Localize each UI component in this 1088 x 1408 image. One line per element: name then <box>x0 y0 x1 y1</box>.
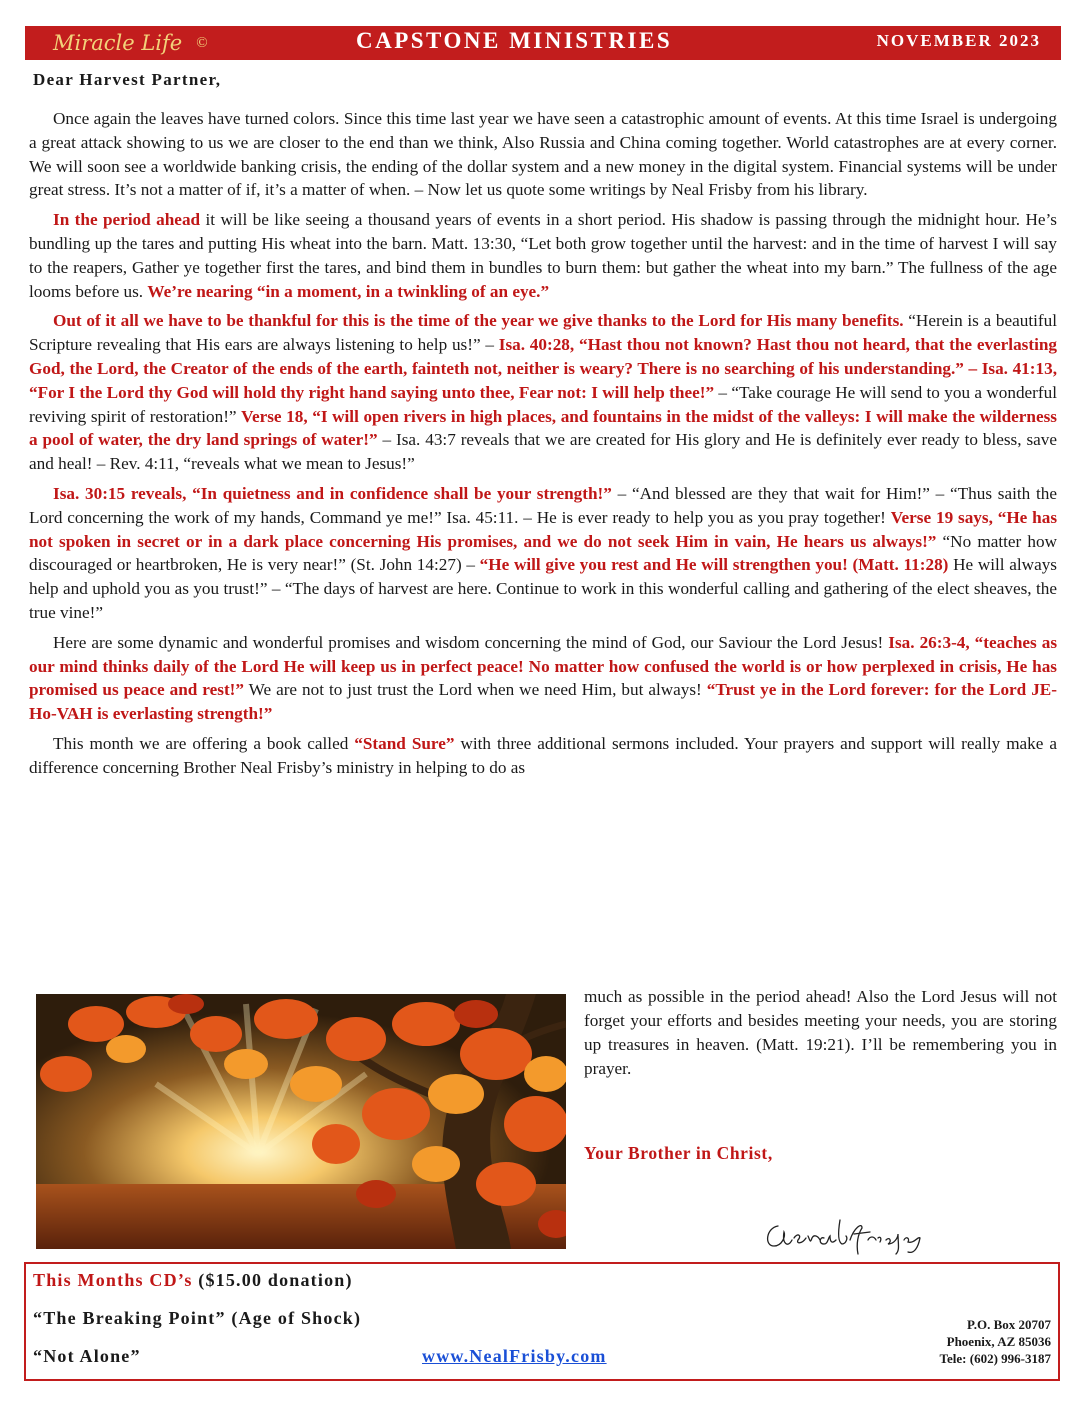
emphasis: Out of it all we have to be thankful for this is the time of the year we give thanks to the Lord for His many benefits. <box>53 311 904 331</box>
cd-label: This Months CD’s <box>33 1270 193 1290</box>
book-title: “Stand Sure” <box>354 733 455 753</box>
po-box: P.O. Box 20707 <box>966 1317 1051 1332</box>
emphasis: Isa. 26:3-4, “teaches as our mind thinks daily of the Lord He will keep us in perfect peace! No matter how confused the world is or how perplexed in crisis, He has promised us peace and rest!” <box>29 632 1058 700</box>
text: Here are some dynamic and wonderful promises and wisdom concerning the mind of God, our Saviour the Lord Jesus! <box>53 632 889 652</box>
text: We are not to just trust the Lord when we need Him, but always! <box>243 680 707 700</box>
cd-offer-box <box>24 1262 1060 1381</box>
paragraph-4 <box>29 482 1057 625</box>
emphasis: “He will give you rest and He will strengthen you! (Matt. 11:28) <box>479 555 949 575</box>
paragraph-6 <box>29 732 1057 780</box>
text: This month we are offering a book called <box>53 733 355 753</box>
emphasis: Isa. 30:15 reveals, “In quietness and in confidence shall be your strength!” <box>53 483 612 503</box>
letter-body <box>29 107 1057 786</box>
text: – Isa. 43:7 reveals that we are created for His glory and He is definitely ever ready to bless, save and heal! – Rev. 4:11, “reveals what we mean to Jesus!” <box>29 430 1057 474</box>
autumn-leaves-photo <box>36 994 566 1249</box>
emphasis: Verse 19 says, “He has not spoken in secret or in a dark place concerning His promises, and we do not seek Him in vain, He hears us always!” <box>29 507 1058 551</box>
continued-text: much as possible in the period ahead! Also the Lord Jesus will not forget your efforts and besides meeting your needs, you are storing up treasures in heaven. (Matt. 19:21). I’ll be remembering you in prayer. <box>584 987 1057 1078</box>
website-link[interactable]: www.NealFrisby.com <box>422 1346 607 1366</box>
emphasis: Verse 18, “I will open rivers in high places, and fountains in the midst of the valleys: I will make the wilderness a pool of water, the dry land springs of water!” <box>29 406 1057 450</box>
closing-line: Your Brother in Christ, <box>584 1143 773 1163</box>
text: with three additional sermons included. Your prayers and support will really make a difference concerning Brother Neal Frisby’s ministry in helping to do as <box>29 733 1057 777</box>
cd-title-1: “The Breaking Point” (Age of Shock) <box>33 1308 362 1328</box>
paragraph-2 <box>29 208 1057 303</box>
telephone: Tele: (602) 996-3187 <box>939 1351 1051 1366</box>
issue-date: NOVEMBER 2023 <box>876 31 1041 50</box>
emphasis: In the period ahead <box>53 210 201 230</box>
salutation: Dear Harvest Partner, <box>33 70 222 89</box>
brand-name: Miracle Life <box>53 31 183 55</box>
text: – “And blessed are they that wait for Him!” – “Thus saith the Lord concerning the work of my hands, Command ye me!” Isa. 45:11. – He is ever ready to help you as you pray together! <box>29 483 1057 527</box>
organization-name: CAPSTONE MINISTRIES <box>356 28 673 53</box>
text: it will be like seeing a thousand years of events in a short period. His shadow is passing through the midnight hour. He’s bundling up the tares and putting His wheat into the barn. Matt. 13:30, “Let both grow together until the harvest: and in the time of harvest I will say to the reapers, Gather ye together first the tares, and bind them in bundles to burn them: but gather the wheat into my barn.” The fullness of the age looms before us. <box>29 210 1057 301</box>
text: He will always help and uphold you as you trust!” – “The days of harvest are here. Continue to work in this wonderful calling and gathering of the elect sheaves, the true vine!” <box>29 555 1057 622</box>
text: – “Take courage He will send to you a wonderful reviving spirit of restoration!” <box>29 382 1057 426</box>
text: “Herein is a beautiful Scripture revealing that His ears are always listening to help us!” – <box>29 311 1057 355</box>
paragraph-1: Once again the leaves have turned colors. Since this time last year we have seen a catastrophic amount of events. At this time Israel is undergoing a great attack showing to us we are closer to the end than we think, Also Russia and China coming together. World catastrophes are at every corner. We will soon see a worldwide banking crisis, the ending of the dollar system and a new money in the digital system. Financial systems will be under great stress. It’s not a matter of if, it’s a matter of when. – Now let us quote some writings by Neal Frisby from his library. <box>29 109 1057 200</box>
copyright-symbol: © <box>196 34 208 51</box>
cd-donation: ($15.00 donation) <box>192 1270 353 1290</box>
cd-title-2: “Not Alone” <box>33 1346 141 1366</box>
text: “No matter how discouraged or heartbroken, He is very near!” (St. John 14:27) – <box>29 531 1057 575</box>
emphasis: “Trust ye in the Lord forever: for the Lord JE-Ho-VAH is everlasting strength!” <box>29 680 1057 724</box>
handwritten-signature <box>758 1214 958 1258</box>
emphasis: We’re nearing “in a moment, in a twinkling of an eye.” <box>147 281 550 301</box>
cd-heading <box>33 1270 353 1291</box>
masthead <box>25 26 1061 60</box>
paragraph-3 <box>29 309 1057 476</box>
mailing-address <box>940 1316 1051 1367</box>
paragraph-5 <box>29 631 1057 726</box>
emphasis: Isa. 40:28, “Hast thou not known? Hast thou not heard, that the everlasting God, the Lord, the Creator of the ends of the earth, fainteth not, neither is weary? There is no searching of his understanding.” – Isa. 41:13, “For I the Lord thy God will hold thy right hand saying unto thee, Fear not: I will help thee!” <box>29 335 1058 402</box>
city-state-zip: Phoenix, AZ 85036 <box>946 1334 1051 1349</box>
